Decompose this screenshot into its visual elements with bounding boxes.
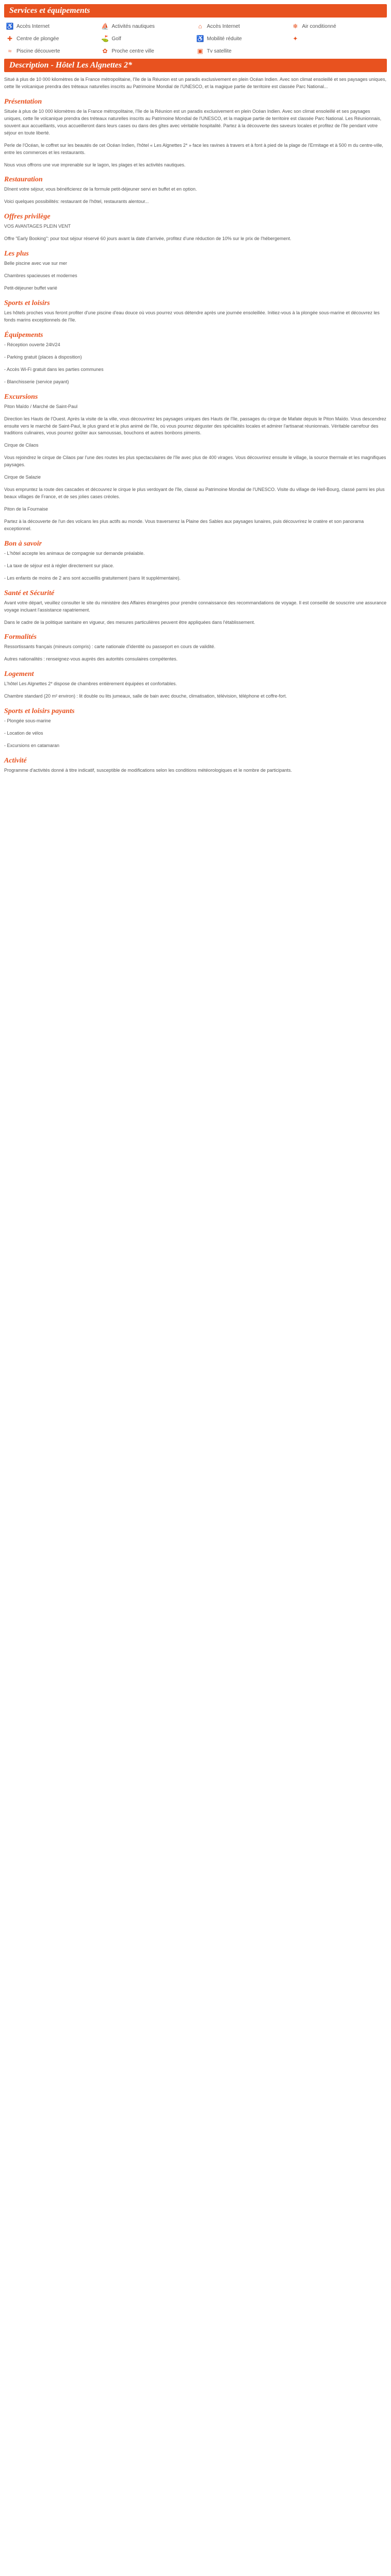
golf-icon: ⛳	[101, 35, 109, 42]
section-paragraph: Avant votre départ, veuillez consulter le site du ministère des Affaires étrangères pour prendre connaissance des recommandations de voyage. Il est conseillé de souscrire une assurance voyage incluant l'assistance rapatriement.	[4, 600, 387, 613]
section-title: Excursions	[4, 393, 38, 401]
service-label: Mobilité réduite	[207, 36, 242, 42]
page	[0, 0, 391, 800]
section-paragraph: - Blanchisserie (service payant)	[4, 379, 69, 384]
section-title: Présentation	[4, 97, 42, 106]
section-paragraph: - Excursions en catamaran	[4, 743, 60, 749]
description-band: Description - Hôtel Les Algnettes 2*	[4, 59, 387, 72]
section-title: Équipements	[4, 331, 43, 339]
section-paragraph: Ressortissants français (mineurs compris) : carte nationale d'identité ou passeport en cours de validité.	[4, 644, 216, 650]
section-paragraph: Vous rejoindrez le cirque de Cilaos par l'une des routes les plus spectaculaires de l'île avec plus de 400 virages. Vous découvrirez ensuite le village, la source thermale et les magnifiques paysages.	[4, 455, 386, 468]
service-label: Accès Internet	[17, 23, 50, 29]
service-item	[102, 35, 195, 42]
tv-icon: ▣	[197, 47, 203, 55]
section-paragraph: - Les enfants de moins de 2 ans sont accueillis gratuitement (sans lit supplémentaire).	[4, 575, 181, 581]
intro-text: Situé à plus de 10 000 kilomètres de la France métropolitaine, l'île de la Réunion est un paradis exclusivement en plein Océan Indien. Avec son climat ensoleillé et ses paysages uniques, cette île volcanique prendra des tréteaux naturelles inscrits au Patrimoine Mondial de l'UNESCO, et la magique partie de territoire est classée Parc National...	[4, 77, 386, 89]
section-title: Restauration	[4, 176, 43, 184]
section-paragraph: - Réception ouverte 24h/24	[4, 342, 60, 347]
section-paragraph: Dans le cadre de la politique sanitaire en vigueur, des mesures particulières peuvent être appliquées dans l'établissement.	[4, 619, 255, 625]
section-paragraph: Belle piscine avec vue sur mer	[4, 261, 68, 266]
section-title: Santé et Sécurité	[4, 589, 55, 597]
section-paragraph: Piton Maïdo / Marché de Saint-Paul	[4, 403, 78, 409]
section-paragraph: L'hôtel Les Algnettes 2* dispose de chambres entièrement équipées et confortables.	[4, 681, 177, 687]
bed-icon: ⌂	[198, 23, 202, 30]
service-item	[292, 23, 385, 30]
service-item	[197, 35, 290, 42]
section-paragraph: Vous empruntez la route des cascades et découvrez le cirque le plus verdoyant de l'île, classé au Patrimoine Mondial de l'UNESCO. Visite du village de Hell-Bourg, classé parmi les plus beaux villages de France, et de ses jolies cases créoles.	[4, 487, 385, 500]
section-paragraph: Située à plus de 10 000 kilomètres de la France métropolitaine, l'île de la Réunion est un paradis exclusivement en plein Océan Indien. Avec son climat ensoleillé et ses paysages uniques, cette île volcanique prendra des tréteaux naturelles inscrits au Patrimoine Mondial de l'UNESCO, et la magique partie de territoire est classée Parc National. Les Réunionnais, souvent aux accueillants, vous accueilleront dans leurs cases ou dans des gîtes avec véritable hospitalité. Partez à la découverte des saveurs locales et profitez de l'île pendant votre séjour en toute liberté.	[4, 108, 382, 135]
activities-icon: ⛵	[101, 23, 109, 30]
section-title: Logement	[4, 670, 34, 679]
service-item	[197, 47, 290, 55]
section-title: Sports et loisirs	[4, 299, 50, 307]
services-grid	[4, 22, 387, 59]
service-label: Activités nautiques	[111, 23, 155, 29]
section-paragraph: VOS AVANTAGES PLEIN VENT	[4, 224, 71, 229]
service-item	[6, 23, 100, 30]
section-paragraph: - L'hôtel accepte les animaux de compagnie sur demande préalable.	[4, 550, 145, 556]
service-label: Piscine découverte	[17, 48, 60, 54]
service-item	[102, 47, 195, 55]
pool-icon: ≈	[8, 47, 12, 55]
section-paragraph: Perle de l'Océan, le coffret sur les beautés de cet Océan Indien, l'hôtel « Les Algnettes 2* » face les ravines à travers et à font à pied de la plage de l'Ermitage et à 500 m du centre-ville, entre les commerces et les restaurants.	[4, 142, 383, 155]
wheelchair-icon: ♿	[196, 35, 204, 42]
service-item	[6, 35, 100, 42]
services-band: Services et équipements	[4, 4, 387, 18]
service-label: Centre de plongée	[17, 36, 59, 42]
section-paragraph: - Plongée sous-marine	[4, 718, 51, 724]
section-paragraph: Voici quelques possibilités: restaurant de l'hôtel, restaurants alentour...	[4, 199, 149, 205]
section-paragraph: Autres nationalités : renseignez-vous auprès des autorités consulaires compétentes.	[4, 656, 178, 662]
sections	[4, 98, 387, 774]
service-item	[102, 23, 195, 30]
section-paragraph: Dînent votre séjour, vous bénéficierez de la formule petit-déjeuner servi en buffet et en option.	[4, 187, 197, 192]
section-paragraph: Offre "Early Booking": pour tout séjour réservé 60 jours avant la date d'arrivée, profitez d'une réduction de 10% sur le prix de l'hébergement.	[4, 236, 291, 242]
section-paragraph: Chambre standard (20 m² environ) : lit double ou lits jumeaux, salle de bain avec douche, climatisation, télévision, téléphone et coffre-fort.	[4, 693, 287, 699]
section-title: Sports et loisirs payants	[4, 707, 75, 716]
service-label: Tv satellite	[207, 48, 232, 54]
section-paragraph: Piton de la Fournaise	[4, 506, 48, 512]
section-paragraph: Programme d'activités donné à titre indicatif, susceptible de modifications selon les conditions météorologiques et le nombre de participants.	[4, 768, 292, 773]
spa-icon: ✿	[102, 47, 108, 55]
section-paragraph: - Accès Wi-Fi gratuit dans les parties communes	[4, 366, 104, 372]
section-title: Offres privilège	[4, 213, 51, 221]
section-paragraph: Cirque de Salazie	[4, 474, 41, 480]
service-item	[197, 23, 290, 30]
service-label: Accès Internet	[207, 23, 240, 29]
section-paragraph: Nous vous offrons une vue imprenable sur le lagon, les plages et les activités nautiques.	[4, 162, 186, 167]
snowflake-icon: ❄	[292, 23, 298, 30]
section-paragraph: Les hôtels proches vous feront profiter d'une piscine d'eau douce où vous pourrez vous détendre après une journée ensoleillée. Initiez-vous à la plongée sous-marine et découvrez les fonds marins exceptionnels de l'île.	[4, 310, 380, 323]
service-item	[292, 35, 385, 42]
section-title: Activité	[4, 757, 27, 765]
section-title: Les plus	[4, 250, 29, 258]
section-paragraph: Chambres spacieuses et modernes	[4, 273, 77, 279]
section-paragraph: - La taxe de séjour est à régler directement sur place.	[4, 563, 115, 568]
ticket-icon: ✦	[292, 35, 298, 42]
section-title: Formalités	[4, 633, 37, 641]
service-label: Proche centre ville	[111, 48, 154, 54]
section-paragraph: - Location de vélos	[4, 731, 43, 736]
service-label: Air conditionné	[302, 23, 336, 29]
section-paragraph: Direction les Hauts de l'Ouest. Après la visite de la ville, vous découvrirez les paysages uniques des Hauts de l'île, passages du cirque de Mafate depuis le Piton Maïdo. Vous descendrez ensuite vers le marché de Saint-Paul, le plus grand et le plus animé de l'île, où vous pourrez déguster des spécialités locales et admirer l'artisanat réunionnais. Véritable carrefour des traditions culinaires, vous pourrez goûter aux samoussas, bouchons et autres bonbons piments.	[4, 416, 386, 436]
section-paragraph: Petit-déjeuner buffet varié	[4, 285, 57, 291]
section-title: Bon à savoir	[4, 539, 42, 548]
service-label: Golf	[111, 36, 121, 42]
service-item	[6, 47, 100, 55]
accessibility-icon: ♿	[6, 23, 14, 30]
section-paragraph: Partez à la découverte de l'un des volcans les plus actifs au monde. Vous traverserez la Plaine des Sables aux paysages lunaires, puis découvrirez le cratère et son panorama exceptionnel.	[4, 518, 364, 531]
fitness-icon: ✚	[7, 35, 13, 42]
section-paragraph: Cirque de Cilaos	[4, 443, 39, 448]
section-paragraph: - Parking gratuit (places à disposition)	[4, 354, 82, 360]
